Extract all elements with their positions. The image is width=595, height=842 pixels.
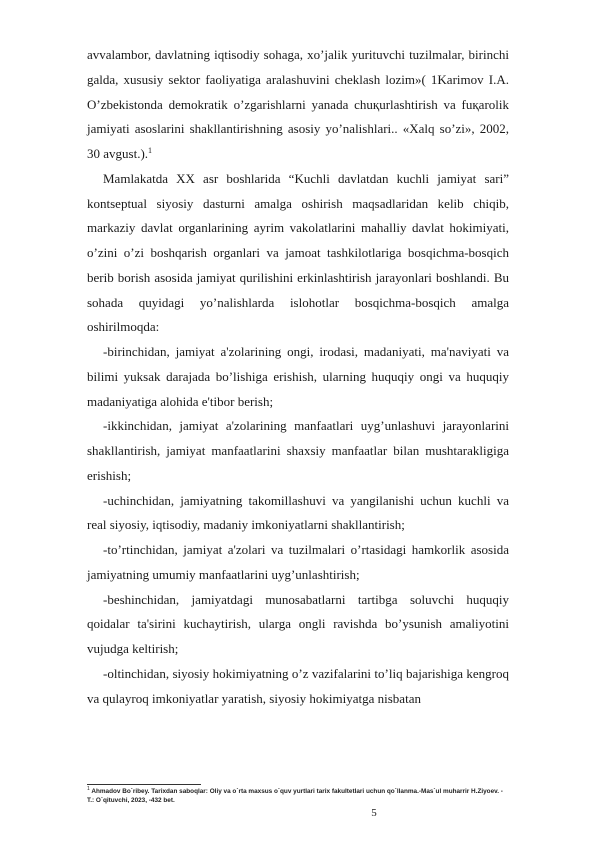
paragraph-continuation: [87, 43, 509, 167]
footnote-reference[interactable]: 1: [148, 146, 153, 155]
list-item-first: -birinchidan, jamiyat a'zolarining ongi, irodasi, madaniyati, ma'naviyati va bilimi yuksak darajada bo’lishiga erishish, ularning huquqiy ongi va huquqiy madaniyatiga alohida e'tibor berish;: [87, 344, 509, 409]
footnote: [87, 787, 509, 805]
footnote-divider: [87, 784, 201, 785]
page-number: 5: [371, 807, 377, 819]
paragraph-text: avvalambor, davlatning iqtisodiy sohaga, xo’jalik yurituvchi tuzilmalar, birinchi galda, xususiy sektor faoliyatiga aralashuvini cheklash lozim»( 1Karimov I.A. O’zbekistonda demokratik o’zgarishlarni yanada chuқurlashtirish va fuқarolik jamiyati asoslarini shakllantirishning asosiy yo’nalishlari.. «Xalq so’zi», 2002, 30 avgust.).: [87, 47, 509, 161]
list-item-sixth: -oltinchidan, siyosiy hokimiyatning o’z vazifalarini to’liq bajarishiga kengroq va qulayroq imkoniyatlar yaratish, siyosiy hokimiyatga nisbatan: [87, 665, 509, 706]
list-item-second: -ikkinchidan, jamiyat a'zolarining manfaatlari uyg’unlashuvi jarayonlarini shakllantirish, jamiyat manfaatlarini shaxsiy manfaatlar bilan mushtarakligiga erishish;: [87, 418, 509, 483]
footnote-text: Ahmadov Bo`ribey. Tarixdan saboqlar: Oliy va o`rta maxsus o`quv yurtlari tarix fakultetlari uchun qo`llanma.-Mas`ul muharrir H.Ziyoev. - T.: O`qituvchi, 2023, -432 bet.: [87, 788, 503, 804]
body-text: [87, 43, 509, 711]
list-item-third: -uchinchidan, jamiyatning takomillashuvi va yangilanishi uchun kuchli va real siyosiy, iqtisodiy, madaniy imkoniyatlarni shakllantirish;: [87, 492, 509, 533]
list-item-fifth: -beshinchidan, jamiyatdagi munosabatlarni tartibga soluvchi huquqiy qoidalar ta'sirini kuchaytirish, ularga ongli ravishda bo’ysunish amaliyotini vujudga keltirish;: [87, 591, 509, 656]
footnote-marker: 1: [87, 786, 90, 792]
paragraph-strong-state: Mamlakatda XX asr boshlarida “Kuchli davlatdan kuchli jamiyat sari” kontseptual siyosiy dasturni amalga oshirish maqsadlaridan kelib chiqib, markaziy davlat organlarining ayrim vakolatlarini mahalliy davlat hokimiyati, o’zini o’zi boshqarish organlari va jamoat tashkilotlariga bosqichma-bosqich berib borish asosida jamiyat qurilishini erkinlashtirish jarayonlari boshlandi. Bu sohada quyidagi yo’nalishlarda islohotlar bosqichma-bosqich amalga oshirilmoqda:: [87, 170, 509, 335]
list-item-fourth: -to’rtinchidan, jamiyat a'zolari va tuzilmalari o’rtasidagi hamkorlik asosida jamiyatning umumiy manfaatlarini uyg’unlashtirish;: [87, 542, 509, 582]
